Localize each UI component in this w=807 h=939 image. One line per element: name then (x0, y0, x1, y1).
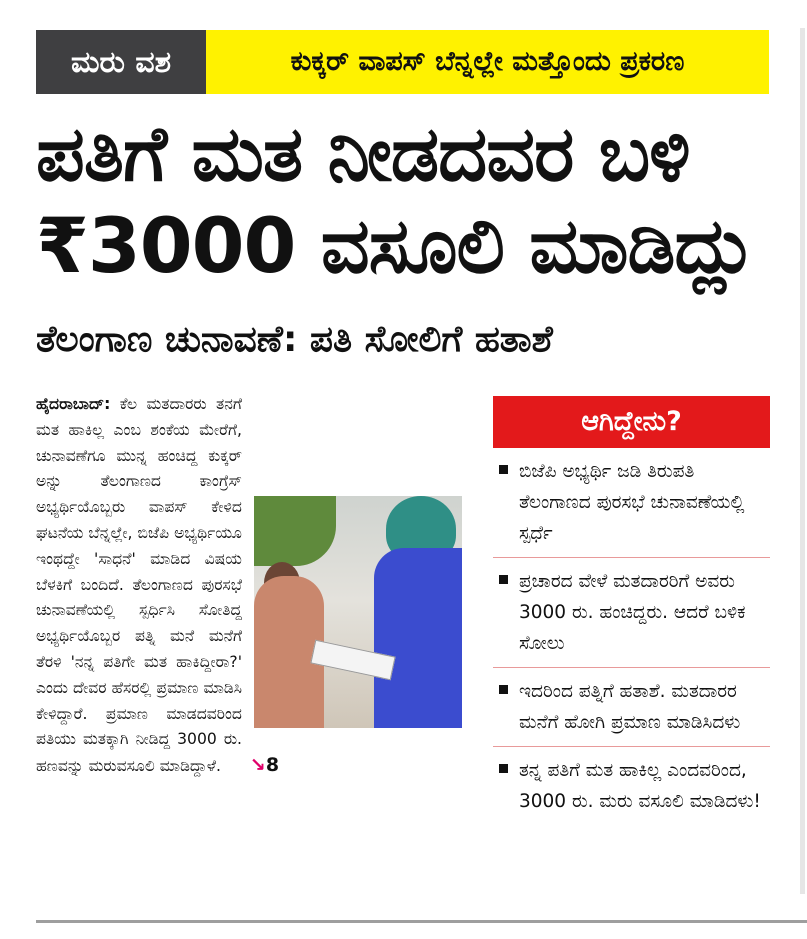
sidebar-bullet (493, 747, 770, 825)
bottom-rule (36, 920, 807, 923)
arrow-icon: ↘ (249, 754, 266, 777)
sidebar-title: ಆಗಿದ್ದೇನು? (493, 396, 770, 448)
bullet-square-icon (499, 685, 508, 694)
bullet-square-icon (499, 465, 508, 474)
kicker-text: ಕುಕ್ಕರ್ ವಾಪಸ್ ಬೆನ್ನಲ್ಲೇ ಮತ್ತೊಂದು ಪ್ರಕರಣ (206, 30, 769, 94)
sidebar-bullet (493, 668, 770, 747)
headline-line-1: ಪತಿಗೆ ಮತ ನೀಡದವರ ಬಳಿ (36, 109, 690, 198)
bullet-square-icon (499, 575, 508, 584)
subheadline: ತೆಲಂಗಾಣ ಚುನಾವಣೆ: ಪತಿ ಸೋಲಿಗೆ ಹತಾಶೆ (36, 319, 553, 360)
news-photo (254, 496, 462, 728)
bullet-square-icon (499, 764, 508, 773)
sidebar-bullet (493, 558, 770, 668)
sidebar-bullet-text: ಇದರಿಂದ ಪತ್ನಿಗೆ ಹತಾಶೆ. ಮತದಾರರ ಮನೆಗೆ ಹೋಗಿ ಪ್ರಮಾಣ ಮಾಡಿಸಿದಳು (519, 681, 741, 733)
page-reference (250, 753, 279, 779)
article-dateline: ಹೈದರಾಬಾದ್: (36, 395, 111, 413)
sidebar-box (493, 396, 770, 906)
photo-person-right (374, 548, 462, 728)
headline (36, 108, 776, 292)
headline-line-2: ₹3000 ವಸೂಲಿ ಮಾಡಿದ್ಲು (36, 201, 756, 290)
page-edge (800, 28, 805, 894)
sidebar-bullet-text: ತನ್ನ ಪತಿಗೆ ಮತ ಹಾಕಿಲ್ಲ ಎಂದವರಿಂದ, 3000 ರು. ಮರು ವಸೂಲಿ ಮಾಡಿದಳು! (519, 760, 761, 812)
page-reference-number: 8 (265, 754, 280, 777)
sidebar-bullet-text: ಬಿಜೆಪಿ ಅಭ್ಯರ್ಥಿ ಜಡಿ ತಿರುಪತಿ ತೆಲಂಗಾಣದ ಪುರಸಭೆ ಚುನಾವಣೆಯಲ್ಲಿ ಸ್ಪರ್ಧೆ (519, 461, 745, 544)
article-text: ಕೆಲ ಮತದಾರರು ತನಗೆ ಮತ ಹಾಕಿಲ್ಲ ಎಂಬ ಶಂಕೆಯ ಮೇರೆಗೆ, ಚುನಾವಣೆಗೂ ಮುನ್ನ ಹಂಚಿದ್ದ ಕುಕ್ಕರ್ ಅನ್ನು ತೆಲಂಗಾಣದ ಕಾಂಗ್ರೆಸ್ ಅಭ್ಯರ್ಥಿಯೊಬ್ಬರು ವಾಪಸ್ ಕೇಳಿದ ಘಟನೆಯ ಬೆನ್ನಲ್ಲೇ, ಬಿಜೆಪಿ ಅಭ್ಯರ್ಥಿಯೂ ಇಂಥದ್ದೇ 'ಸಾಧನೆ' ಮಾಡಿದ ವಿಷಯ ಬೆಳಕಿಗೆ ಬಂದಿದೆ. ತೆಲಂಗಾಣದ ಪುರಸಭೆ ಚುನಾವಣೆಯಲ್ಲಿ ಸ್ಪರ್ಧಿಸಿ ಸೋತಿದ್ದ ಅಭ್ಯರ್ಥಿಯೊಬ್ಬರ ಪತ್ನಿ ಮನೆ ಮನೆಗೆ ತೆರಳಿ 'ನನ್ನ ಪತಿಗೇ ಮತ ಹಾಕಿದ್ದೀರಾ?' ಎಂದು ದೇವರ ಹೆಸರಲ್ಲಿ ಪ್ರಮಾಣ ಮಾಡಿಸಿ ಕೇಳಿದ್ದಾರೆ. ಪ್ರಮಾಣ ಮಾಡದವರಿಂದ ಪತಿಯು ಮತಕ್ಕಾಗಿ ನೀಡಿದ್ದ 3000 ರು. ಹಣವನ್ನು ಮರುವಸೂಲಿ ಮಾಡಿದ್ದಾಳೆ. (36, 395, 242, 776)
photo-tree (254, 496, 336, 566)
kicker-label: ಮರು ವಶ (36, 30, 206, 94)
kicker-bar (36, 30, 769, 94)
sidebar-bullet (493, 448, 770, 558)
sidebar-bullet-text: ಪ್ರಚಾರದ ವೇಳೆ ಮತದಾರರಿಗೆ ಅವರು 3000 ರು. ಹಂಚಿದ್ದರು. ಆದರೆ ಬಳಿಕ ಸೋಲು (519, 571, 746, 654)
article-body (36, 392, 462, 902)
top-strip (0, 0, 807, 14)
